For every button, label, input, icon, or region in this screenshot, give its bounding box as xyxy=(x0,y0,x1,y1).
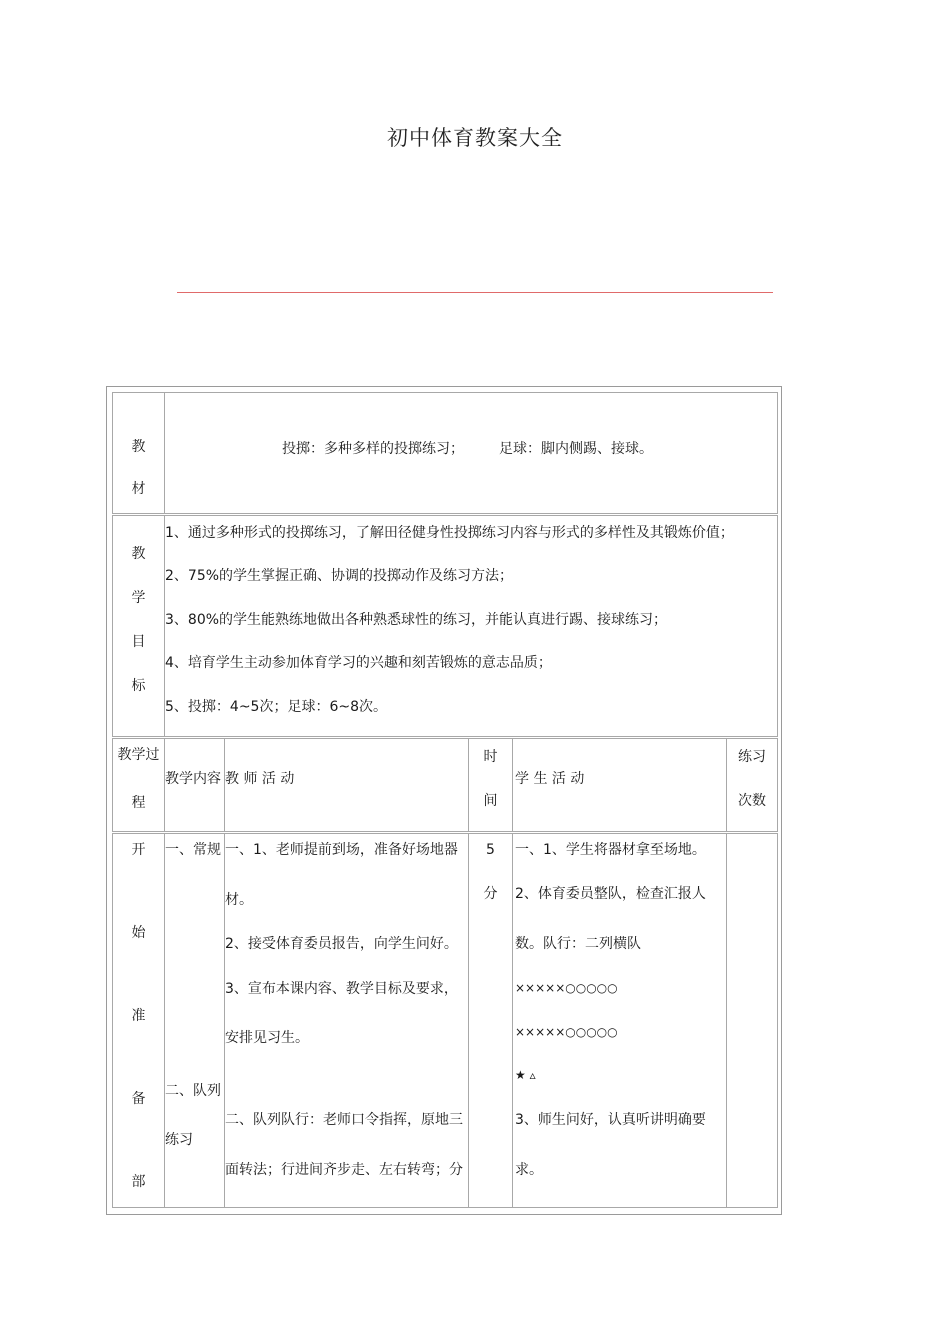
formation-legend: ★ ▵ xyxy=(515,1068,536,1082)
student-activity-line: 数。队行：二列横队 xyxy=(515,936,641,952)
header-time-text: 间 xyxy=(483,793,498,809)
teacher-activity-line: 3、宣布本课内容、教学目标及要求， xyxy=(225,981,458,997)
objectives-label-char: 目 xyxy=(131,634,146,650)
section1-label-char: 部 xyxy=(131,1174,146,1190)
formation-row: ×××××○○○○○ xyxy=(515,1025,618,1039)
section1-student-cell xyxy=(512,833,727,1208)
header-student-cell xyxy=(512,738,727,832)
objectives-label-char: 教 xyxy=(131,546,146,562)
section1-time-text: 分 xyxy=(483,886,498,902)
header-time-cell xyxy=(468,738,513,832)
header-teacher-cell xyxy=(224,738,469,832)
header-student-text: 学 生 活 动 xyxy=(515,771,585,787)
document-title: 初中体育教案大全 xyxy=(387,126,563,150)
materials-label-char: 教 xyxy=(131,439,146,455)
teacher-activity-line: 材。 xyxy=(225,892,253,908)
materials-content-cell xyxy=(164,392,778,514)
teacher-activity-line: 安排见习生。 xyxy=(225,1030,309,1046)
objectives-content-cell xyxy=(164,515,778,737)
objectives-label-cell xyxy=(112,515,165,737)
header-process-cell xyxy=(112,738,165,832)
student-activity-line: 一、1、学生将器材拿至场地。 xyxy=(515,842,706,858)
header-teacher-text: 教 师 活 动 xyxy=(225,771,295,787)
objectives-label-char: 标 xyxy=(131,678,146,694)
section1-teacher-cell xyxy=(224,833,469,1208)
student-activity-line: 2、体育委员整队，检查汇报人 xyxy=(515,886,706,902)
teacher-activity-line: 一、1、老师提前到场，准备好场地器 xyxy=(225,842,458,858)
objectives-label-char: 学 xyxy=(131,590,146,606)
materials-label-cell xyxy=(112,392,165,514)
header-content-cell xyxy=(164,738,225,832)
section1-time-text: 5 xyxy=(486,842,495,858)
objective-item: 3、80%的学生能熟练地做出各种熟悉球性的练习，并能认真进行踢、接球练习； xyxy=(165,612,668,628)
header-process-text: 教学过 xyxy=(117,747,160,763)
teacher-activity-line: 面转法；行进间齐步走、左右转弯；分 xyxy=(225,1162,463,1178)
objective-item: 2、75%的学生掌握正确、协调的投掷动作及练习方法； xyxy=(165,568,514,584)
section1-label-char: 备 xyxy=(131,1091,146,1107)
materials-label-char: 材 xyxy=(131,481,146,497)
header-time-text: 时 xyxy=(483,749,498,765)
student-activity-line: 求。 xyxy=(515,1162,543,1178)
red-divider xyxy=(177,292,773,293)
lesson-plan-table xyxy=(106,386,782,1215)
objective-item: 5、投掷：4~5次；足球：6~8次。 xyxy=(165,699,387,715)
formation-row: ×××××○○○○○ xyxy=(515,981,618,995)
section1-content-item: 练习 xyxy=(165,1132,193,1148)
section1-label-cell xyxy=(112,833,165,1208)
teacher-activity-line: 二、队列队行：老师口令指挥，原地三 xyxy=(225,1112,463,1128)
student-activity-line: 3、师生问好，认真听讲明确要 xyxy=(515,1112,706,1128)
objective-item: 4、培育学生主动参加体育学习的兴趣和刻苦锻炼的意志品质； xyxy=(165,655,552,671)
section1-label-char: 准 xyxy=(131,1008,146,1024)
header-process-text: 程 xyxy=(131,795,146,811)
section1-content-item: 二、队列 xyxy=(165,1083,221,1099)
section1-content-cell xyxy=(164,833,225,1208)
section1-label-char: 始 xyxy=(131,925,146,941)
header-reps-text: 练习 xyxy=(738,749,766,765)
teacher-activity-line: 2、接受体育委员报告，向学生问好。 xyxy=(225,936,458,952)
header-reps-cell xyxy=(726,738,778,832)
section1-content-item: 一、常规 xyxy=(165,842,221,858)
section1-reps-cell xyxy=(726,833,778,1208)
materials-content: 投掷：多种多样的投掷练习； 足球：脚内侧踢、接球。 xyxy=(282,441,653,457)
header-reps-text: 次数 xyxy=(738,793,766,809)
section1-label-char: 开 xyxy=(131,842,146,858)
header-content-text: 教学内容 xyxy=(165,771,221,787)
objective-item: 1、通过多种形式的投掷练习，了解田径健身性投掷练习内容与形式的多样性及其锻炼价值； xyxy=(165,525,734,541)
section1-time-cell xyxy=(468,833,513,1208)
